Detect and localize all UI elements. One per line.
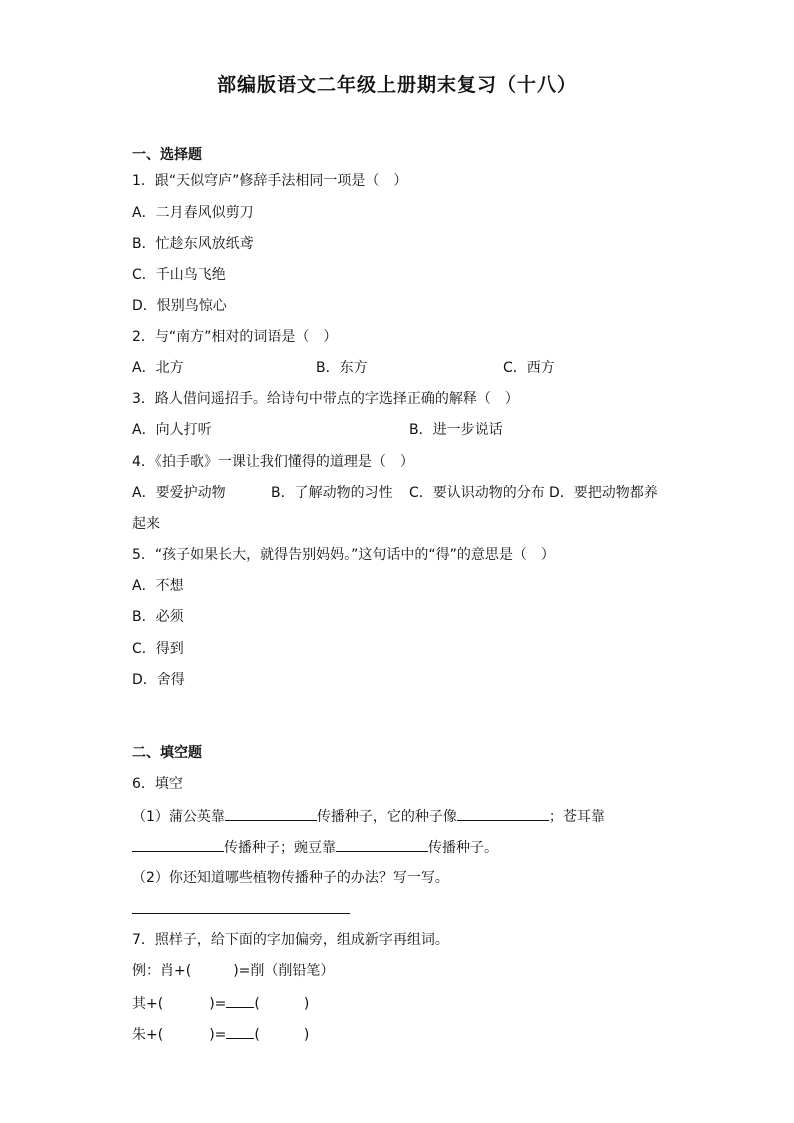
close-paren: ) [303, 996, 310, 1012]
question-2-stem: 2．与“南方”相对的词语是（ ） [132, 329, 338, 345]
open-paren: ( [254, 996, 260, 1012]
new-char-blank[interactable] [226, 993, 254, 1008]
question-1-option-d: D．恨别鸟惊心 [132, 298, 227, 314]
question-1-option-c: C．千山鸟飞绝 [132, 267, 226, 283]
answer-line[interactable] [132, 913, 350, 914]
question-5-option-d: D．舍得 [132, 672, 185, 688]
answer-blank[interactable] [336, 837, 428, 852]
equals-sign: )= [209, 996, 227, 1012]
question-6-part-1-line-2 [132, 837, 498, 857]
section-heading-choice: 一、选择题 [132, 147, 202, 163]
answer-blank[interactable] [457, 806, 549, 821]
q6-text-5: 传播种子。 [428, 840, 498, 856]
question-6-part-2: （2）你还知道哪些植物传播种子的办法？写一写。 [132, 870, 449, 886]
equals-sign: )= [209, 1027, 227, 1043]
question-5-option-c: C．得到 [132, 641, 184, 657]
question-4-stem: 4．《拍手歌》一课让我们懂得的道理是（ ） [132, 454, 414, 470]
question-1-option-a: A．二月春风似剪刀 [132, 205, 254, 221]
open-paren: ( [254, 1027, 260, 1043]
question-6-part-1-line-1 [132, 806, 605, 826]
question-6-stem: 6．填空 [132, 776, 183, 792]
question-4-option-a: A．要爱护动物 [132, 485, 226, 501]
answer-blank[interactable] [225, 806, 317, 821]
new-char-blank[interactable] [226, 1024, 254, 1039]
answer-blank[interactable] [132, 837, 224, 852]
question-3-stem: 3．路人借问遥招手。给诗句中带点的字选择正确的解释（ ） [132, 391, 519, 407]
page-title: 部编版语文二年级上册期末复习（十八） [216, 74, 577, 96]
question-7-row-1 [132, 993, 309, 1013]
q6-text-4: 传播种子；豌豆靠 [224, 840, 336, 856]
q6-text-1: （1）蒲公英靠 [132, 809, 225, 825]
question-4-option-d-continued: 起来 [132, 516, 160, 532]
question-1-option-b: B．忙趁东风放纸鸢 [132, 236, 254, 252]
q6-text-3: ；苍耳靠 [548, 809, 605, 825]
question-4-option-b: B．了解动物的习性 [271, 485, 393, 501]
question-4-option-d: D．要把动物都养 [549, 485, 658, 501]
section-heading-fill: 二、填空题 [132, 745, 202, 761]
question-3-option-b: B．进一步说话 [409, 422, 503, 438]
question-2-option-b: B．东方 [316, 360, 368, 376]
row-2-char: 朱+( [132, 1027, 164, 1043]
question-7-row-2 [132, 1024, 309, 1044]
question-5-option-b: B．必须 [132, 609, 184, 625]
question-3-option-a: A．向人打听 [132, 422, 212, 438]
q6-text-2: 传播种子，它的种子像 [316, 809, 457, 825]
question-7-stem: 7．照样子，给下面的字加偏旁，组成新字再组词。 [132, 932, 449, 948]
question-2-option-c: C．西方 [503, 360, 555, 376]
question-2-option-a: A．北方 [132, 360, 184, 376]
question-1-stem: 1．跟“天似穹庐”修辞手法相同一项是（ ） [132, 173, 408, 189]
question-5-stem: 5．“孩子如果长大，就得告别妈妈。”这句话中的“得”的意思是（ ） [132, 547, 555, 563]
close-paren: ) [303, 1027, 310, 1043]
question-4-option-c: C．要认识动物的分布 [409, 485, 545, 501]
question-7-example: 例：肖+( )=削（削铅笔） [132, 963, 335, 979]
question-5-option-a: A．不想 [132, 578, 184, 594]
row-1-char: 其+( [132, 996, 164, 1012]
